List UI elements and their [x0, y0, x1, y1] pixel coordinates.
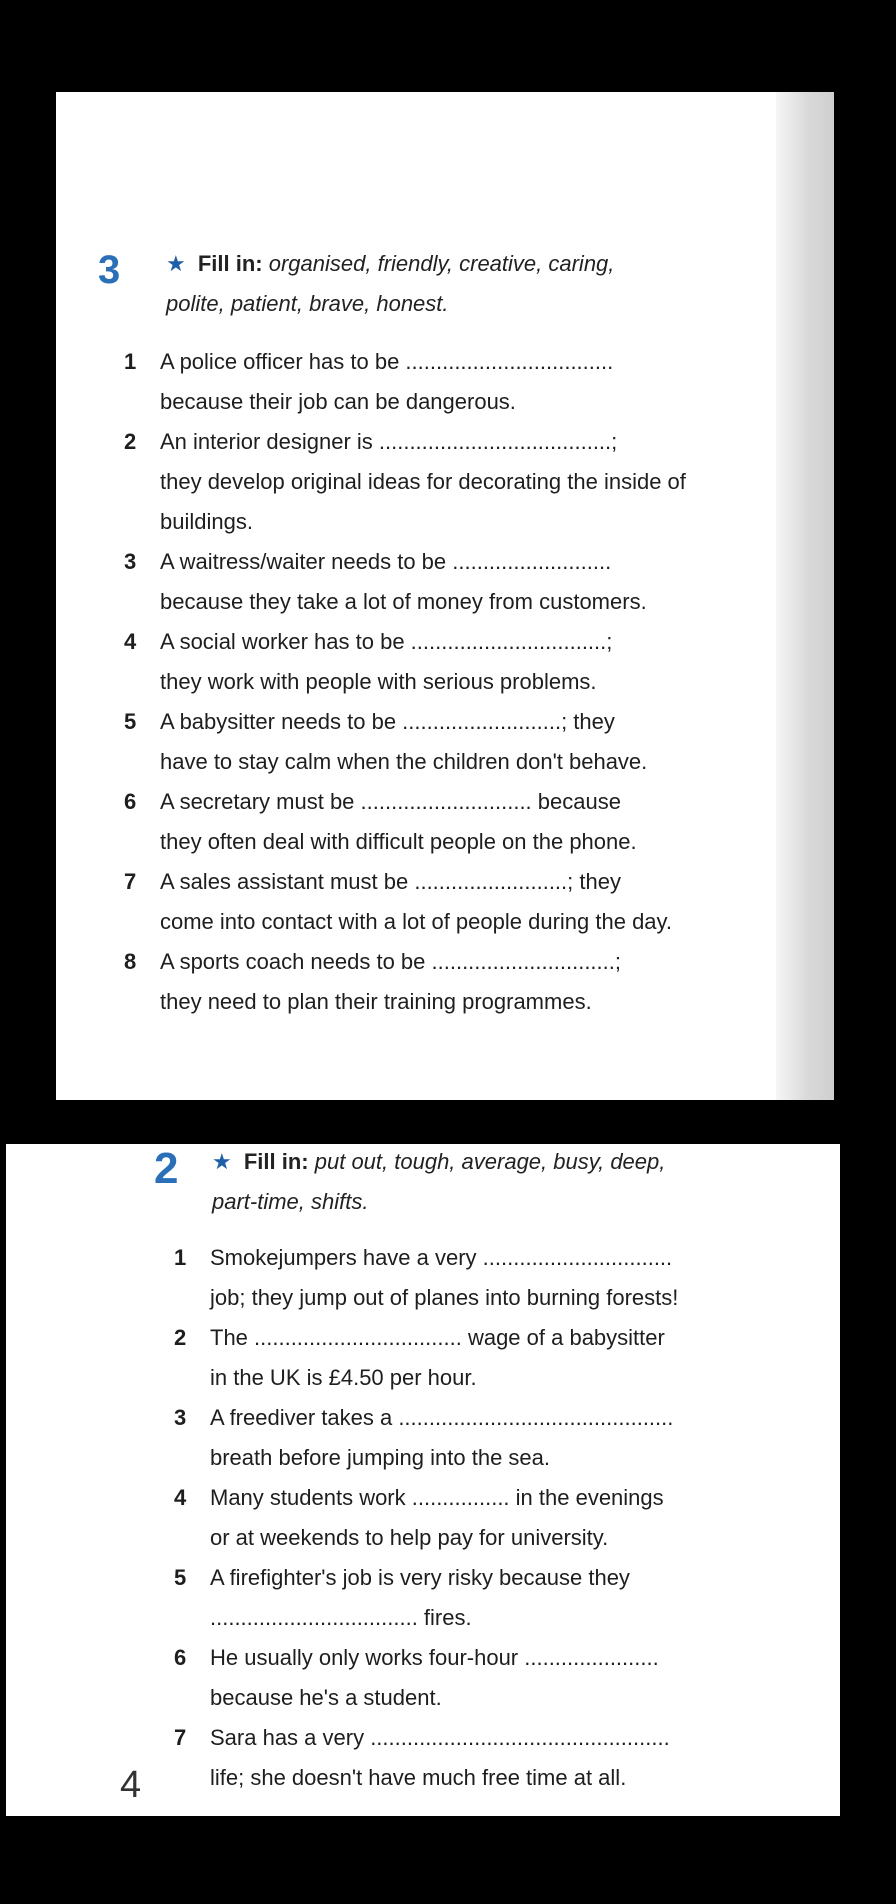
item-text-continued: they develop original ideas for decorating the inside of buildings.	[160, 469, 686, 534]
page-fold-shadow	[776, 92, 834, 1100]
word-list: organised, friendly, creative, caring,	[268, 251, 615, 276]
item-number: 6	[124, 789, 137, 814]
page-top	[56, 92, 834, 1100]
item-text-continued: life; she doesn't have much free time at all.	[210, 1765, 627, 1790]
item-number: 7	[124, 869, 137, 894]
item-number: 2	[174, 1325, 187, 1350]
exercise-items	[174, 1238, 774, 1798]
item-text-continued: they need to plan their training programmes.	[160, 989, 592, 1014]
item-text-continued: have to stay calm when the children don't behave.	[160, 749, 648, 774]
item-text-continued: job; they jump out of planes into burning forests!	[210, 1285, 679, 1310]
item-text: A sports coach needs to be ..............................;	[160, 949, 621, 974]
item-number: 3	[124, 549, 137, 574]
item-text-continued: they work with people with serious problems.	[160, 669, 597, 694]
instruction-lead: Fill in:	[197, 251, 263, 276]
item-text: A secretary must be ............................ because	[160, 789, 621, 814]
item-number: 1	[124, 349, 137, 374]
item-text: An interior designer is ......................................;	[160, 429, 618, 454]
list-item	[174, 1558, 774, 1638]
item-text: Sara has a very .................................................	[210, 1725, 670, 1750]
item-text: A social worker has to be ................................;	[160, 629, 613, 654]
item-number: 3	[174, 1405, 187, 1430]
list-item	[124, 342, 744, 422]
exercise-number: 2	[154, 1144, 179, 1193]
list-item	[124, 422, 744, 542]
item-text: A firefighter's job is very risky because they	[210, 1565, 630, 1590]
list-item	[174, 1238, 774, 1318]
list-item	[174, 1398, 774, 1478]
list-item	[124, 942, 744, 1022]
item-number: 5	[124, 709, 137, 734]
item-number: 4	[124, 629, 137, 654]
item-text-continued: .................................. fires.	[210, 1605, 472, 1630]
item-text: A police officer has to be ..................................	[160, 349, 614, 374]
item-number: 8	[124, 949, 137, 974]
star-icon: ★	[166, 251, 186, 276]
item-text: Many students work ................ in the evenings	[210, 1485, 664, 1510]
item-text: A waitress/waiter needs to be ..........................	[160, 549, 612, 574]
item-text-continued: or at weekends to help pay for university.	[210, 1525, 609, 1550]
list-item	[174, 1318, 774, 1398]
star-icon: ★	[212, 1149, 232, 1174]
page-bottom	[6, 1144, 840, 1816]
item-text-continued: because they take a lot of money from customers.	[160, 589, 647, 614]
item-number: 5	[174, 1565, 187, 1590]
exercise-items	[124, 342, 744, 1022]
item-text-continued: they often deal with difficult people on the phone.	[160, 829, 637, 854]
page-number: 4	[120, 1764, 142, 1806]
item-text-continued: come into contact with a lot of people during the day.	[160, 909, 673, 934]
item-number: 1	[174, 1245, 187, 1270]
exercise-instruction	[166, 244, 766, 324]
item-text-continued: because he's a student.	[210, 1685, 442, 1710]
item-number: 6	[174, 1645, 187, 1670]
item-text: He usually only works four-hour ......................	[210, 1645, 659, 1670]
list-item	[124, 782, 744, 862]
list-item	[124, 702, 744, 782]
item-text: Smokejumpers have a very ...............................	[210, 1245, 673, 1270]
list-item	[124, 862, 744, 942]
list-item	[174, 1638, 774, 1718]
word-list-continued: polite, patient, brave, honest.	[166, 291, 449, 316]
item-number: 7	[174, 1725, 187, 1750]
list-item	[124, 622, 744, 702]
item-text: A freediver takes a .............................................	[210, 1405, 674, 1430]
exercise-instruction	[212, 1144, 772, 1222]
item-number: 2	[124, 429, 137, 454]
item-text-continued: because their job can be dangerous.	[160, 389, 516, 414]
instruction-lead: Fill in:	[243, 1149, 309, 1174]
item-text: The .................................. wage of a babysitter	[210, 1325, 665, 1350]
item-text: A sales assistant must be .........................; they	[160, 869, 621, 894]
word-list: put out, tough, average, busy, deep,	[314, 1149, 666, 1174]
word-list-continued: part-time, shifts.	[212, 1189, 369, 1214]
exercise-number: 3	[98, 248, 121, 292]
list-item	[174, 1718, 774, 1798]
item-text: A babysitter needs to be ..........................; they	[160, 709, 615, 734]
list-item	[174, 1478, 774, 1558]
item-text-continued: breath before jumping into the sea.	[210, 1445, 551, 1470]
item-text-continued: in the UK is £4.50 per hour.	[210, 1365, 477, 1390]
list-item	[124, 542, 744, 622]
item-number: 4	[174, 1485, 187, 1510]
